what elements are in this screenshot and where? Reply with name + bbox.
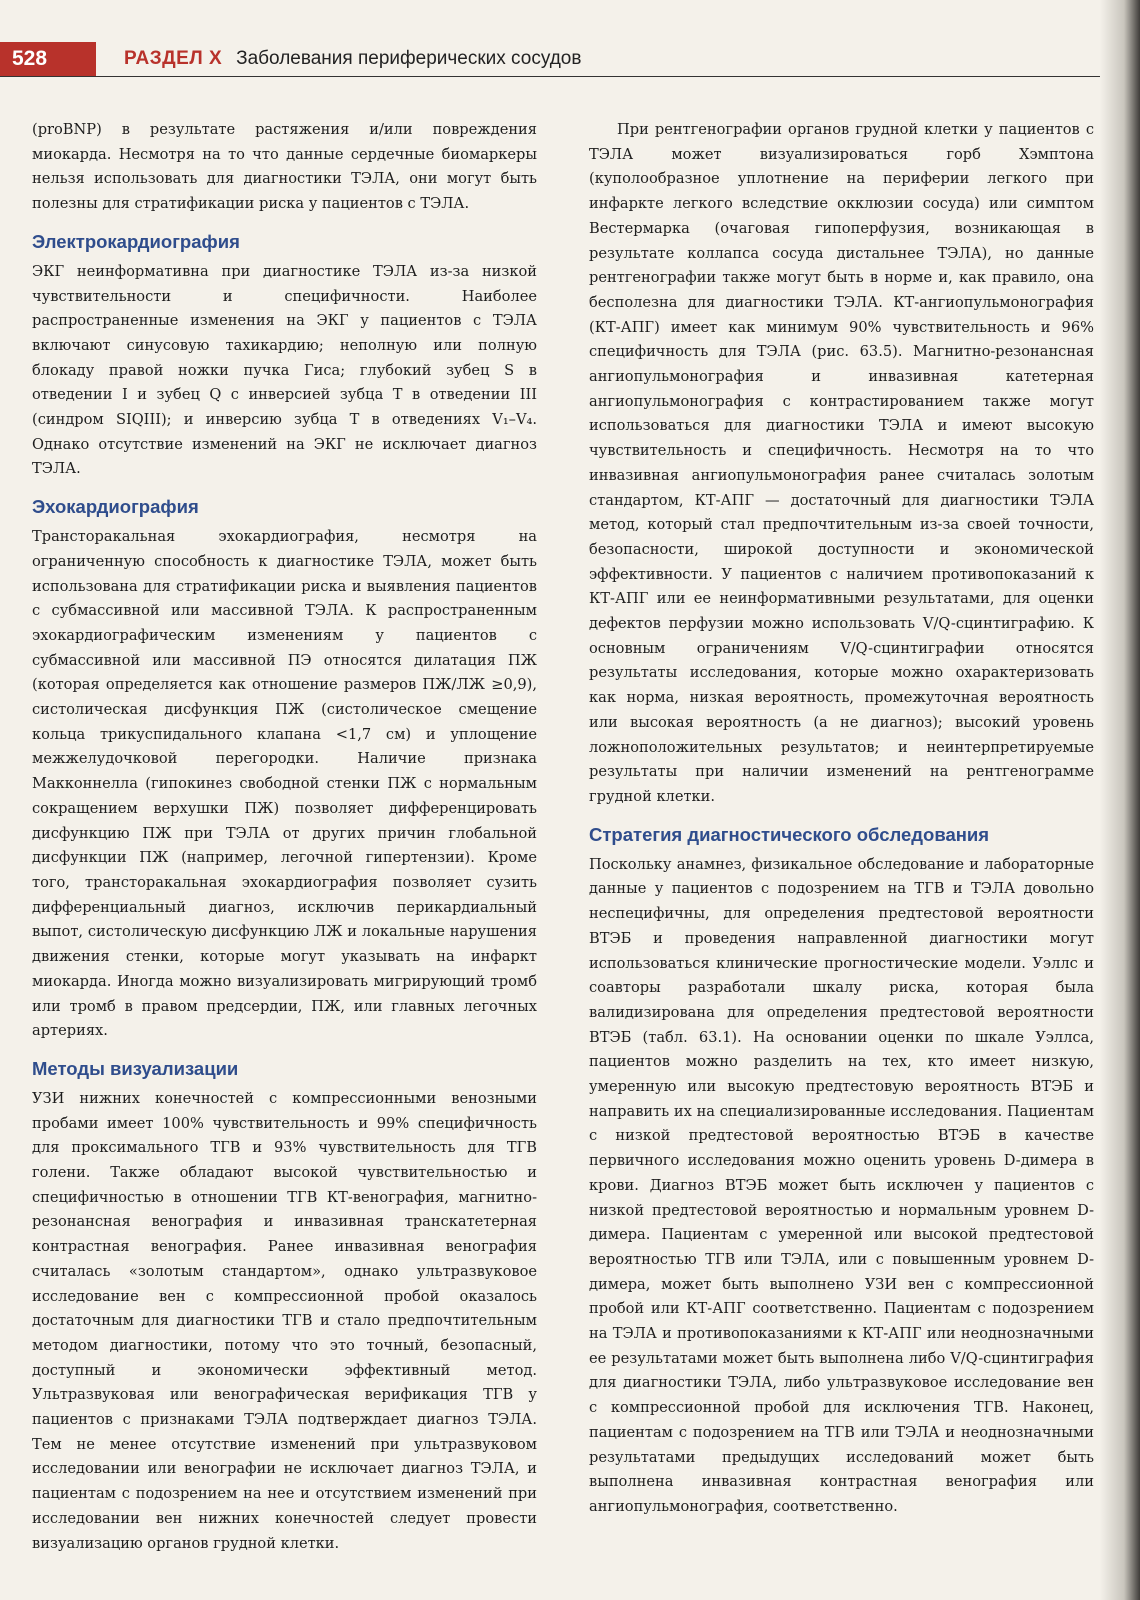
section-title: Заболевания периферических сосудов bbox=[236, 48, 582, 69]
running-header bbox=[0, 42, 1100, 77]
imaging-paragraph: УЗИ нижних конечностей с компрессионными венозными пробами имеет 100% чувствительность и 99% специфичность для проксимального ТГВ и 93% чувствительность для ТГВ голени. Также обладают высокой чувствительностью и специфичностью в отношении ТГВ КТ-венография, магнитно-резонансная венография и инвазивная транскатетерная контрастная венография. Ранее инвазивная венография считалась «золотым стандартом», однако ультразвуковое исследование вен с компрессионной пробой оказалось достаточным для диагностики ТГВ и стало предпочтительным методом диагностики, потому что это точный, безопасный, доступный и экономически эффективный метод. Ультразвуковая или венографическая верификация ТГВ у пациентов с признаками ТЭЛА подтверждает диагноз ТЭЛА. Тем не менее отсутствие изменений при ультразвуковом исследовании или венографии не исключает диагноз ТЭЛА, и пациентам с подозрением на нее и отсутствием изменений при исследовании вен нижних конечностей следует провести визуализацию органов грудной клетки. bbox=[32, 1089, 537, 1552]
ecg-heading: Электрокардиография bbox=[32, 230, 240, 252]
section-label: РАЗДЕЛ X bbox=[124, 48, 223, 69]
ecg-paragraph: ЭКГ неинформативна при диагностике ТЭЛА из-за низкой чувствительности и специфичности. Наиболее распространенные изменения на ЭКГ у пациентов с ТЭЛА включают синусовую тахикардию; неполную или полную блокаду правой ножки пучка Гиса; глубокий зубец S в отведении I и зубец Q с инверсией зубца T в отведении III (синдром SIQIII); и инверсию зубца T в отведениях V₁–V₄. Однако отсутствие изменений на ЭКГ не исключает диагноз ТЭЛА. bbox=[32, 262, 537, 478]
echo-heading: Эхокардиография bbox=[32, 496, 199, 518]
xray-paragraph: При рентгенографии органов грудной клетки у пациентов с ТЭЛА может визуализироваться горб Хэмптона (куполообразное уплотнение на периферии легкого при инфаркте легкого вследствие окклюзии сосуда) или симптом Вестермарка (очаговая гипоперфузия, возникающая в результате коллапса сосуда дистальнее ТЭЛА), но данные рентгенографии также могут быть в норме и, как правило, она бесполезна для диагностики ТЭЛА. КТ-ангиопульмонография (КТ-АПГ) имеет как минимум 90% чувствительность и 96% специфичность для ТЭЛА (рис. 63.5). Магнитно-резонансная ангиопульмонография и инвазивная катетерная ангиопульмонография с контрастированием также могут использоваться для диагностики ТЭЛА и имеют высокую чувствительность и специфичность. Несмотря на то что инвазивная ангиопульмонография ранее считалась золотым стандартом, КТ-АПГ — достаточный для диагностики ТЭЛА метод, который стал предпочтительным из-за своей точности, безопасности, широкой доступности и экономической эффективности. У пациентов с наличием противопоказаний к КТ-АПГ или ее неинформативными результатами, для оценки дефектов перфузии можно использовать V/Q-сцинтиграфию. К основным ограничениям V/Q-сцинтиграфии относятся результаты исследования, которые можно охарактеризовать как норма, низкая вероятность, промежуточная вероятность или высокая вероятность (а не диагноз); высокий уровень ложноположительных результатов; и неинтерпретируемые результаты при наличии изменений на рентгенограмме грудной клетки. bbox=[589, 121, 1094, 805]
page-number: 528 bbox=[0, 42, 96, 76]
right-column bbox=[589, 118, 1094, 1556]
left-column bbox=[32, 118, 537, 1556]
strategy-heading: Стратегия диагностического обследования bbox=[589, 823, 990, 845]
strategy-paragraph: Поскольку анамнез, физикальное обследование и лабораторные данные у пациентов с подозрением на ТГВ и ТЭЛА довольно неспецифичны, для определения предтестовой вероятности ВТЭБ и проведения направленной диагностики могут использоваться клинические прогностические модели. Уэллс и соавторы разработали шкалу риска, которая была валидизирована для определения предтестовой вероятности ВТЭБ (табл. 63.1). На основании оценки по шкале Уэллса, пациентов можно разделить на тех, кто имеет низкую, умеренную или высокую предтестовую вероятность ВТЭБ и направить их на специализированные исследования. Пациентам с низкой предтестовой вероятностью ВТЭБ в качестве первичного исследования можно оценить уровень D-димера в крови. Диагноз ВТЭБ может быть исключен у пациентов с низкой предтестовой вероятностью и нормальным уровнем D-димера. Пациентам с умеренной или высокой предтестовой вероятностью ТГВ или ТЭЛА, или с повышенным уровнем D-димера, может быть выполнено УЗИ вен с компрессионной пробой или КТ-АПГ соответственно. Пациентам с подозрением на ТЭЛА и противопоказаниями к КТ-АПГ или неоднозначными ее результатами может быть выполнена либо V/Q-сцинтиграфия для диагностики ТЭЛА, либо ультразвуковое исследование вен с компрессионной пробой для исключения ТГВ. Наконец, пациентам с подозрением на ТГВ или ТЭЛА и неоднозначными результатами предыдущих исследований может быть выполнена инвазивная контрастная венография или ангиопульмонография, соответственно. bbox=[589, 855, 1094, 1515]
continuation-paragraph: (proBNP) в результате растяжения и/или повреждения миокарда. Несмотря на то что данные сердечные биомаркеры нельзя использовать для диагностики ТЭЛА, они могут быть полезны для стратификации риска у пациентов с ТЭЛА. bbox=[32, 121, 537, 213]
imaging-heading: Методы визуализации bbox=[32, 1057, 239, 1079]
text-columns bbox=[32, 118, 1094, 1556]
echo-paragraph: Трансторакальная эхокардиография, несмотря на ограниченную способность к диагностике ТЭЛА, может быть использована для стратификации риска и выявления пациентов с субмассивной или массивной ТЭЛА. К распространенным эхокардиографическим изменениям у пациентов с субмассивной или массивной ПЭ относятся дилатация ПЖ (которая определяется как отношение размеров ПЖ/ЛЖ ≥0,9), систолическая дисфункция ПЖ (систолическое смещение кольца трикуспидального клапана <1,7 см) и уплощение межжелудочковой перегородки. Наличие признака Макконнелла (гипокинез свободной стенки ПЖ с нормальным сокращением верхушки ПЖ) позволяет дифференцировать дисфункцию ПЖ при ТЭЛА от других причин глобальной дисфункции ПЖ (например, легочной гипертензии). Кроме того, трансторакальная эхокардиография позволяет сузить дифференциальный диагноз, исключив перикардиальный выпот, систолическую дисфункцию ЛЖ и локальные нарушения движения стенки, которые могут указывать на инфаркт миокарда. Иногда можно визуализировать мигрирующий тромб или тромб в правом предсердии, ПЖ, или главных легочных артериях. bbox=[32, 528, 537, 1040]
